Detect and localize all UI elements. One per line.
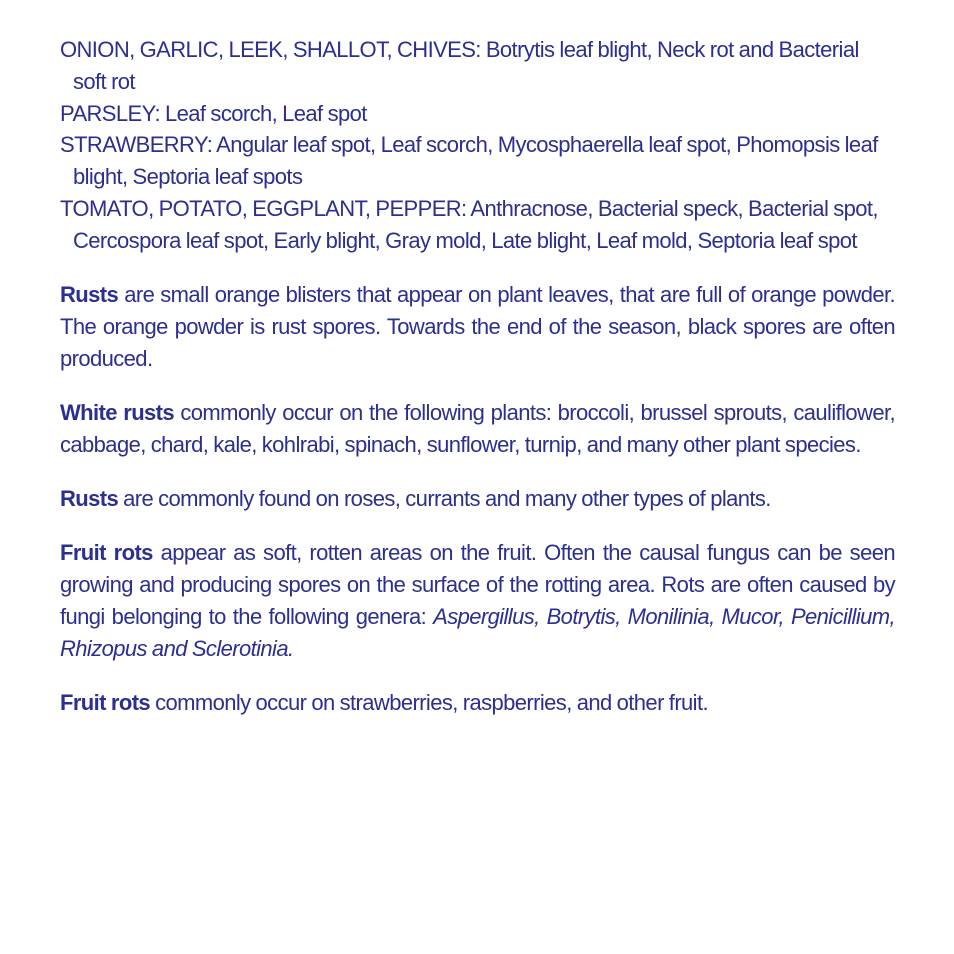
list-item: [60, 129, 895, 193]
genera-italic: Aspergillus, Botrytis, Monilinia, Mucor, Penicillium, Rhizopus and Sclerotinia.: [60, 603, 895, 661]
paragraph-text: commonly occur on the following plants: broccoli, brussel sprouts, cauliflower, cabbage, chard, kale, kohlrabi, spinach, sunflower, turnip, and many other plant species.: [60, 399, 896, 457]
crop-name: ONION, GARLIC, LEEK, SHALLOT, CHIVES:: [60, 37, 481, 62]
paragraph-text: appear as soft, rotten areas on the fruit. Often the causal fungus can be seen growing and producing spores on the surface of the rotting area. Rots are often caused by fungi belonging to the following genera:: [60, 540, 895, 629]
bold-term: Rusts: [60, 282, 119, 308]
crop-name: STRAWBERRY:: [60, 132, 213, 158]
list-item: [60, 193, 895, 257]
fruit-rots-intro-paragraph: [60, 537, 895, 664]
bold-term: White rusts: [60, 399, 175, 425]
bold-term: Fruit rots: [60, 540, 153, 566]
disease-names: Leaf scorch, Leaf spot: [164, 100, 367, 126]
crop-name: PARSLEY:: [60, 100, 160, 126]
crop-name: TOMATO, POTATO, EGGPLANT, PEPPER:: [60, 195, 467, 221]
paragraph-text: are commonly found on roses, currants and many other types of plants.: [123, 486, 771, 512]
bold-term: Fruit rots: [60, 690, 151, 716]
rusts-found-paragraph: [60, 483, 895, 515]
disease-names: Angular leaf spot, Leaf scorch, Mycosphaerella leaf spot, Phomopsis leaf blight, Septoria leaf spots: [73, 132, 878, 190]
bold-term: Rusts: [60, 486, 119, 512]
white-rusts-paragraph: [60, 397, 895, 461]
crop-disease-list: [60, 34, 895, 257]
document-page: [60, 34, 895, 719]
disease-names: Botrytis leaf blight, Neck rot and Bacterial soft rot: [73, 37, 859, 94]
paragraph-text: commonly occur on strawberries, raspberries, and other fruit.: [155, 690, 708, 716]
list-item: [60, 98, 895, 130]
list-item: [60, 34, 895, 98]
disease-names: Anthracnose, Bacterial speck, Bacterial spot, Cercospora leaf spot, Early blight, Gray mold, Late blight, Leaf mold, Septoria leaf spot: [73, 195, 878, 253]
rusts-intro-paragraph: [60, 279, 895, 374]
fruit-rots-occur-paragraph: [60, 687, 895, 719]
paragraph-text: are small orange blisters that appear on plant leaves, that are full of orange powder. The orange powder is rust spores. Towards the end of the season, black spores are often produced.: [60, 282, 895, 371]
